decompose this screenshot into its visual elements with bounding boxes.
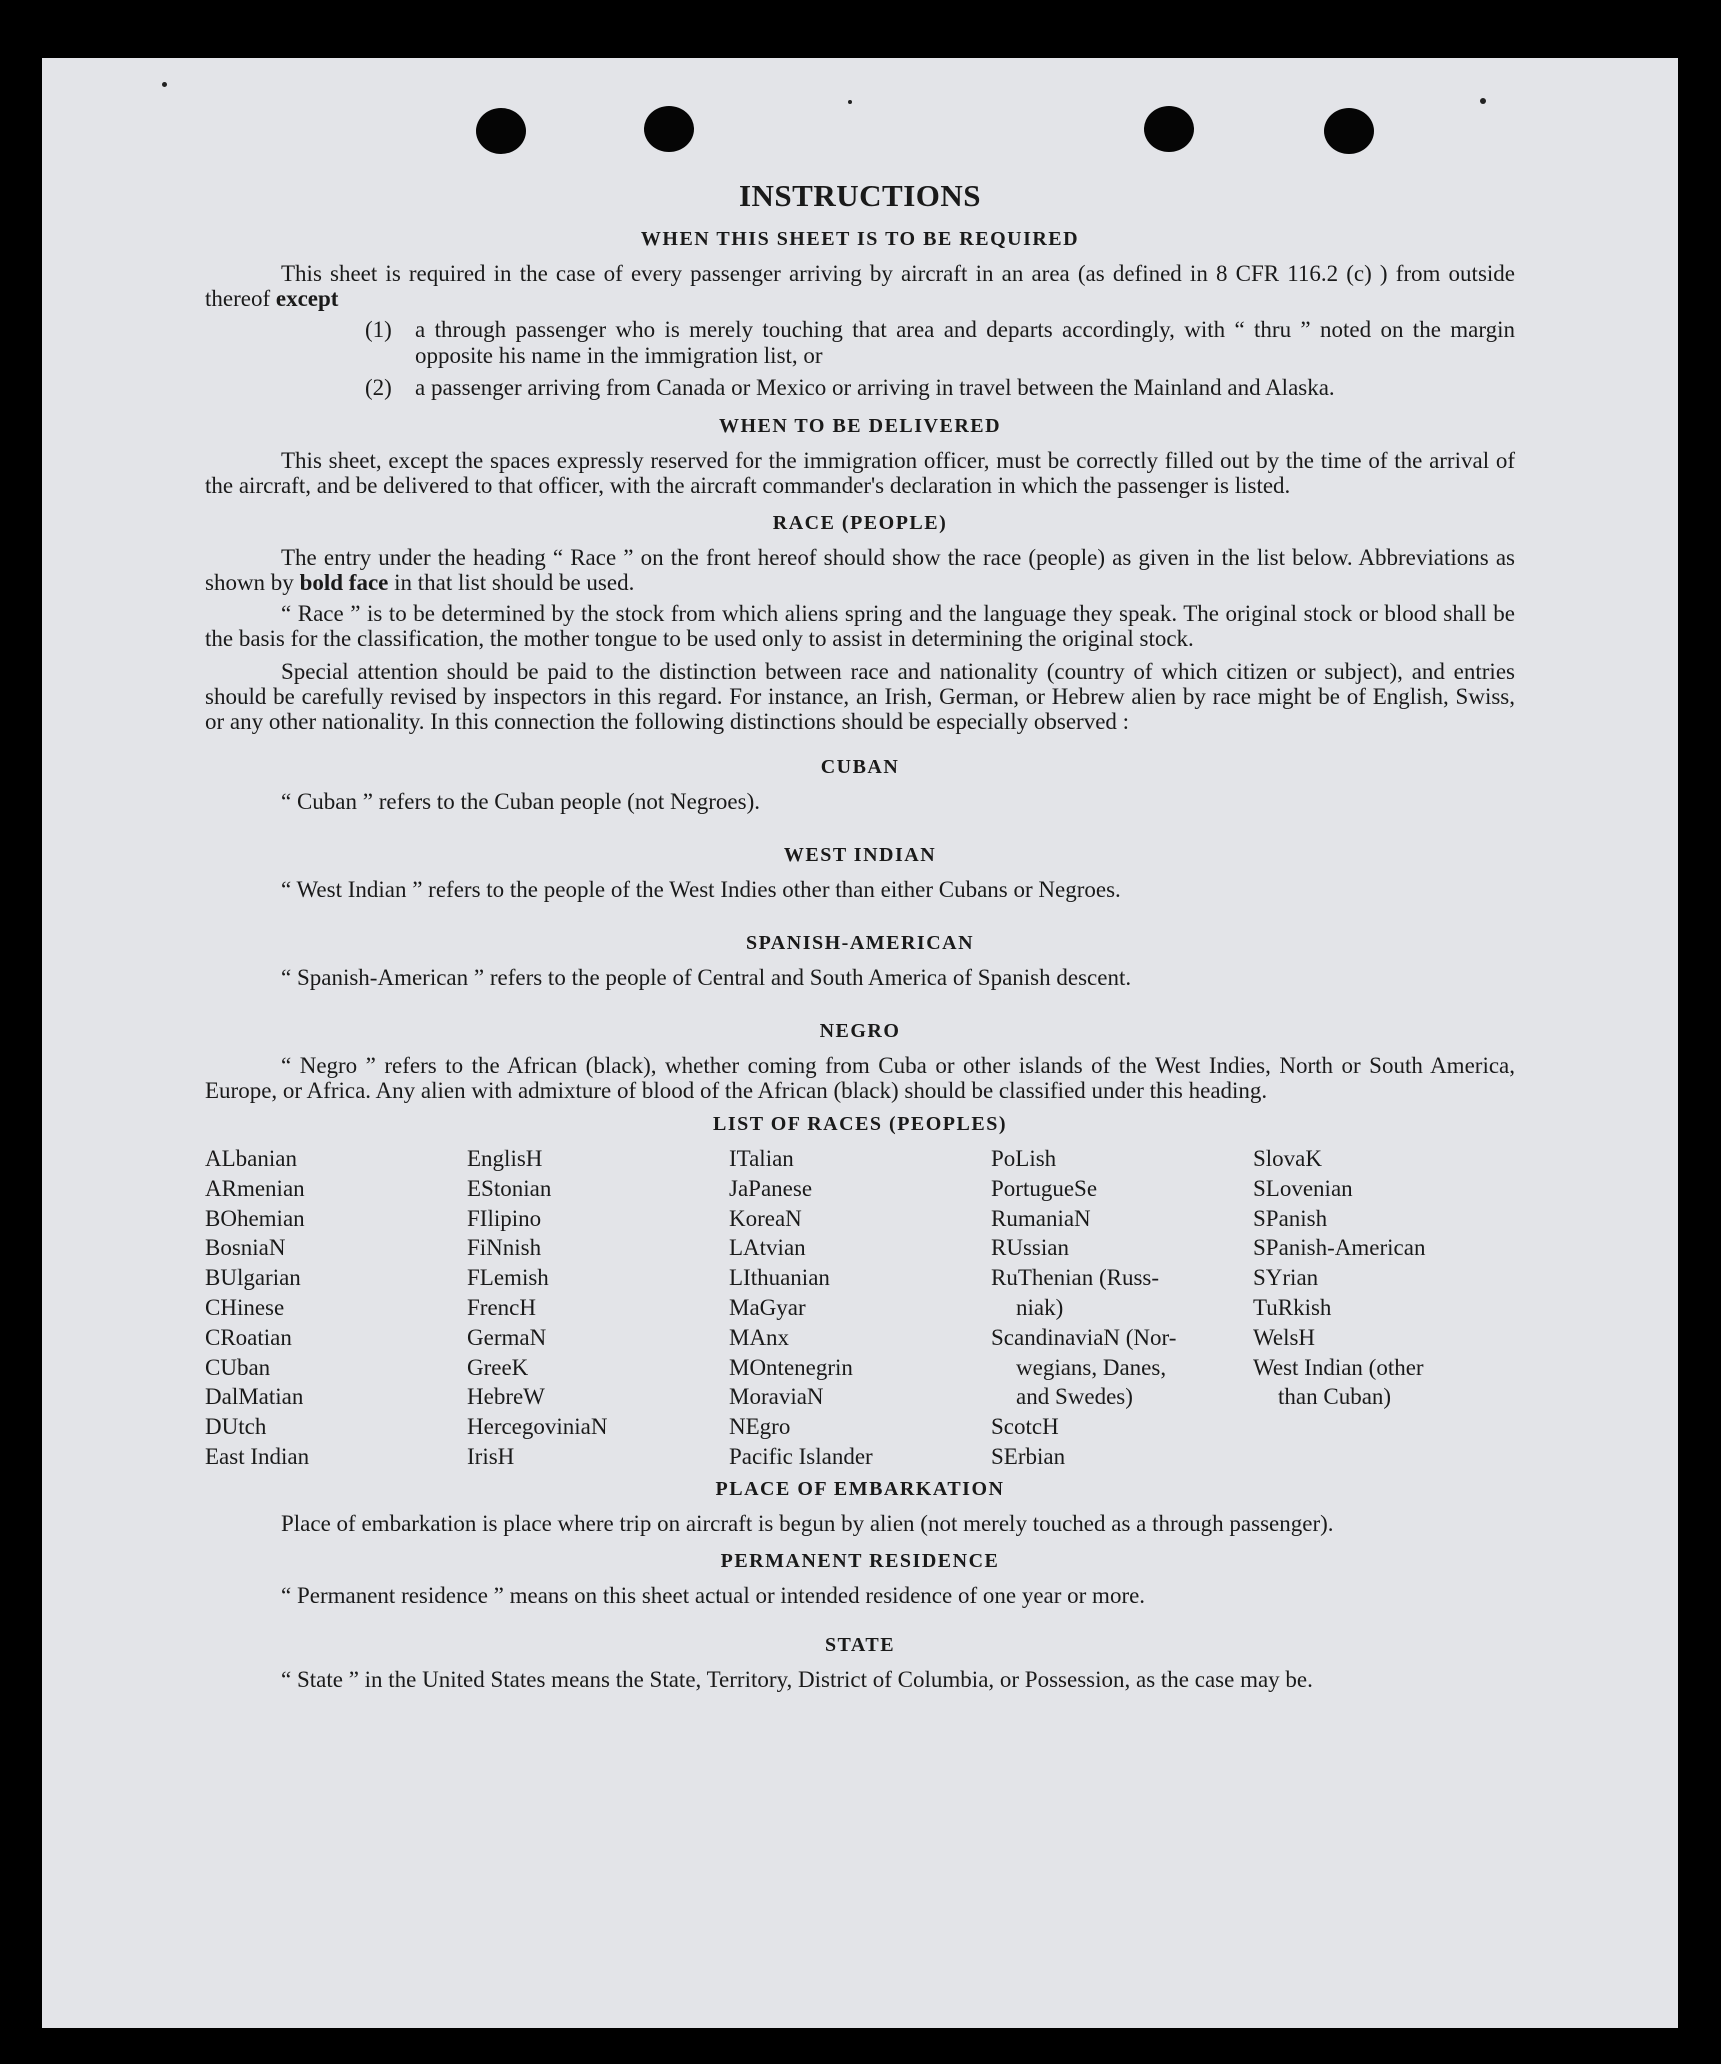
race-entry: wegians, Danes, xyxy=(1016,1354,1167,1380)
race-entry: RUssian xyxy=(991,1235,1069,1261)
west-indian-text: “ West Indian ” refers to the people of the West Indies other than either Cubans or Negroes. xyxy=(281,877,1121,902)
race-entry: RumaniaN xyxy=(991,1205,1091,1231)
race-entry: IrisH xyxy=(467,1443,515,1469)
race-entry: FrencH xyxy=(467,1294,536,1320)
race-entry: EnglisH xyxy=(467,1146,543,1171)
race-entry: GreeK xyxy=(467,1354,529,1380)
section-heading-when-required: WHEN THIS SHEET IS TO BE REQUIRED xyxy=(640,228,1080,250)
race-entry: ITalian xyxy=(729,1146,794,1171)
race-entry: FiNnish xyxy=(467,1235,542,1261)
page-title: INSTRUCTIONS xyxy=(738,178,981,213)
race-entry: and Swedes) xyxy=(1016,1384,1133,1410)
when-required-intro: This sheet is required in the case of every passenger arriving by aircraft in an area (as defined in 8 CFR 116.2 (c) ) from outside thereof except xyxy=(205,261,1515,311)
spanish-american-text: “ Spanish-American ” refers to the people of Central and South America of Spanish descent. xyxy=(281,965,1132,990)
race-entry: PoLish xyxy=(991,1146,1057,1171)
race-entry: ARmenian xyxy=(205,1175,305,1201)
race-entry: ALbanian xyxy=(205,1146,297,1171)
race-entry: RuThenian (Russ- xyxy=(991,1265,1160,1291)
residence-text: “ Permanent residence ” means on this sheet actual or intended residence of one year or more. xyxy=(281,1582,1146,1608)
cuban-text: “ Cuban ” refers to the Cuban people (not Negroes). xyxy=(281,789,761,814)
section-heading-list-of-races: LIST OF RACES (PEOPLES) xyxy=(712,1113,1007,1135)
race-entry: DUtch xyxy=(205,1414,267,1440)
state-text: “ State ” in the United States means the State, Territory, District of Columbia, or Possession, as the case may be. xyxy=(281,1666,1313,1692)
punch-hole xyxy=(644,106,694,152)
speck xyxy=(162,82,167,87)
race-entry: ScandinaviaN (Nor- xyxy=(991,1324,1177,1350)
exception-item-2: (2) a passenger arriving from Canada or Mexico or arriving in travel between the Mainland and Alaska. xyxy=(365,375,1335,400)
race-entry: SlovaK xyxy=(1253,1146,1322,1171)
race-column-4 xyxy=(991,1144,1253,1472)
race-paragraph-3: Special attention should be paid to the distinction between race and nationality (country of which citizen or subject), and entries should be carefully revised by inspectors in this regard. For instance, an Irish, German, or Hebrew alien by race might be of English, Swiss, or any other nationality. In this connection the following distinctions should be especially observed : xyxy=(205,659,1515,734)
race-entry: CRoatian xyxy=(205,1324,292,1350)
section-heading-negro: NEGRO xyxy=(819,1020,901,1042)
race-entry: BUlgarian xyxy=(205,1265,301,1291)
race-list xyxy=(205,1144,1515,1472)
race-entry: EStonian xyxy=(467,1175,552,1201)
race-entry: SPanish-American xyxy=(1253,1235,1426,1261)
punch-hole xyxy=(1324,108,1374,154)
when-delivered-text: This sheet, except the spaces expressly reserved for the immigration officer, must be correctly filled out by the time of the arrival of the aircraft, and be delivered to that officer, with the aircraft commander's declaration in which the passenger is listed. xyxy=(205,448,1515,498)
race-entry: SYrian xyxy=(1253,1265,1319,1291)
negro-text: “ Negro ” refers to the African (black), whether coming from Cuba or other islands of the West Indies, North or South America, Europe, or Africa. Any alien with admixture of blood of the African (black) should be classified under this heading. xyxy=(205,1053,1515,1103)
race-entry: than Cuban) xyxy=(1278,1384,1392,1410)
speck xyxy=(848,100,852,104)
race-entry: SErbian xyxy=(991,1443,1066,1469)
race-entry: NEgro xyxy=(729,1414,791,1440)
embarkation-text: Place of embarkation is place where trip on aircraft is begun by alien (not merely touched as a through passenger). xyxy=(281,1510,1334,1536)
race-entry: BosniaN xyxy=(205,1235,286,1261)
race-entry: TuRkish xyxy=(1253,1294,1332,1320)
race-paragraph-1: The entry under the heading “ Race ” on the front hereof should show the race (people) as given in the list below. Abbreviations as shown by bold face in that list should be used. xyxy=(205,545,1515,595)
race-entry: West Indian (other xyxy=(1253,1354,1424,1380)
race-entry: HebreW xyxy=(467,1384,545,1410)
punch-hole xyxy=(476,108,526,154)
race-column-5 xyxy=(1253,1144,1515,1472)
race-entry: JaPanese xyxy=(729,1175,813,1201)
race-entry: BOhemian xyxy=(205,1205,305,1231)
race-entry: MAnx xyxy=(729,1324,790,1350)
race-entry: LAtvian xyxy=(729,1235,806,1261)
section-heading-cuban: CUBAN xyxy=(820,756,900,778)
section-heading-race: RACE (PEOPLE) xyxy=(772,512,948,534)
race-entry: DalMatian xyxy=(205,1384,304,1410)
exception-item-1: (1) a through passenger who is merely touching that area and departs accordingly, with “ thru ” noted on the margin opposite his name in the immigration list, or xyxy=(365,317,1515,368)
race-entry: GermaN xyxy=(467,1324,547,1350)
section-heading-residence: PERMANENT RESIDENCE xyxy=(720,1549,1000,1572)
race-entry: MoraviaN xyxy=(729,1384,824,1410)
race-entry: East Indian xyxy=(205,1443,310,1469)
race-entry: KoreaN xyxy=(729,1205,802,1231)
section-heading-embarkation: PLACE OF EMBARKATION xyxy=(715,1477,1005,1500)
race-entry: MaGyar xyxy=(729,1294,806,1320)
punch-hole xyxy=(1144,106,1194,152)
speck xyxy=(1480,98,1486,104)
race-column-3 xyxy=(729,1144,991,1472)
race-column-2 xyxy=(467,1144,729,1472)
race-entry: FLemish xyxy=(467,1265,549,1291)
race-entry: CUban xyxy=(205,1354,271,1380)
race-entry: SPanish xyxy=(1253,1205,1328,1231)
race-entry: HercegoviniaN xyxy=(467,1414,608,1440)
race-entry: PortugueSe xyxy=(991,1175,1098,1201)
section-heading-state: STATE xyxy=(824,1633,896,1656)
race-entry: ScotcH xyxy=(991,1414,1059,1440)
instructions-content xyxy=(205,178,1515,1692)
race-entry: FIlipino xyxy=(467,1205,542,1231)
race-entry: WelsH xyxy=(1253,1324,1316,1350)
race-entry: CHinese xyxy=(205,1294,285,1320)
race-entry: Pacific Islander xyxy=(729,1443,873,1469)
race-paragraph-2: “ Race ” is to be determined by the stock from which aliens spring and the language they speak. The original stock or blood shall be the basis for the classification, the mother tongue to be used only to assist in determining the original stock. xyxy=(205,601,1515,651)
section-heading-west-indian: WEST INDIAN xyxy=(783,844,937,866)
race-column-1 xyxy=(205,1144,467,1472)
race-entry: MOntenegrin xyxy=(729,1354,853,1380)
race-entry: SLovenian xyxy=(1253,1175,1353,1201)
race-entry: niak) xyxy=(1016,1294,1064,1320)
race-entry: LIthuanian xyxy=(729,1265,830,1291)
section-heading-spanish-american: SPANISH-AMERICAN xyxy=(745,932,975,954)
section-heading-when-delivered: WHEN TO BE DELIVERED xyxy=(718,415,1002,437)
